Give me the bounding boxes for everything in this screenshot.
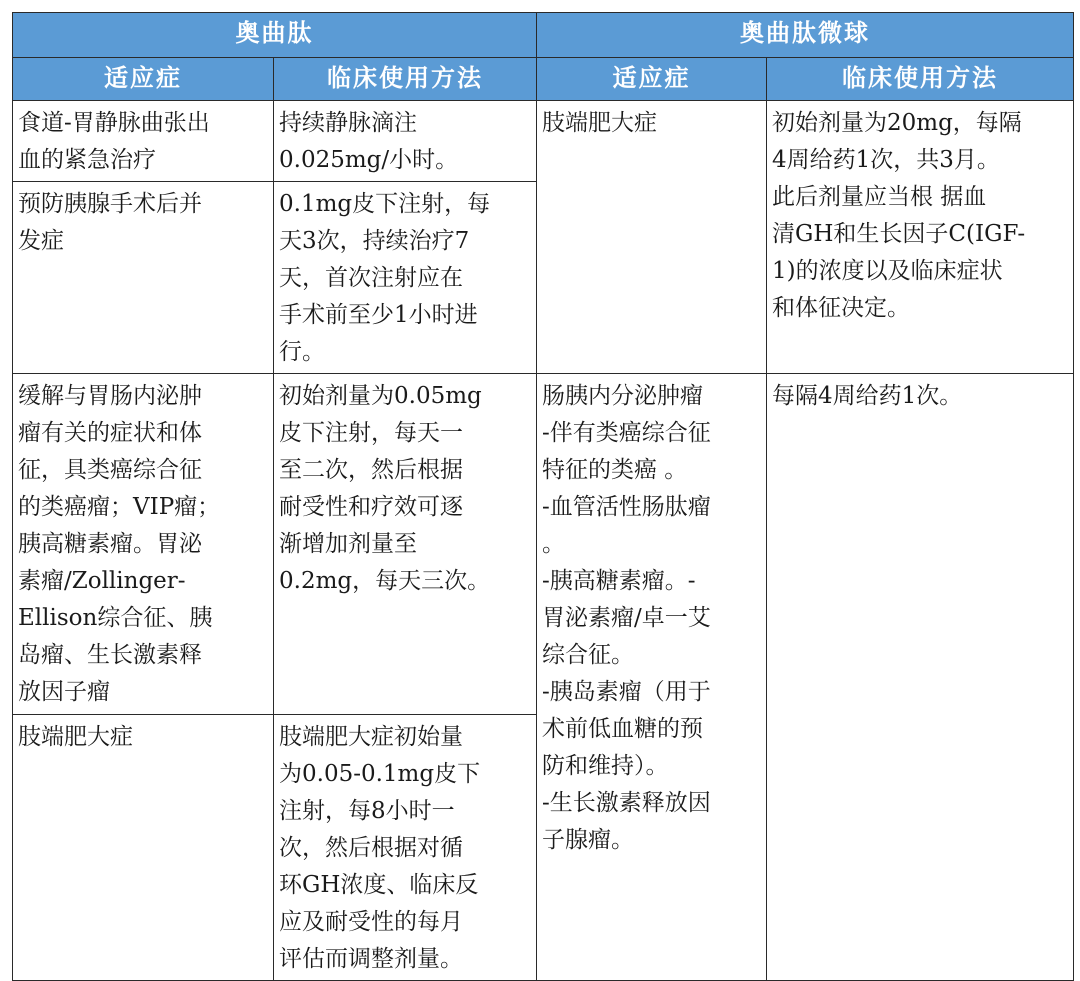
table-cell [767, 374, 1074, 981]
table-cell [274, 715, 537, 981]
octreotide-usage: 持续静脉滴注 0.025mg/小时。 [279, 110, 459, 173]
octreotide-indication: 肢端肥大症 [18, 724, 133, 750]
column-header-usage: 临床使用方法 [274, 58, 537, 101]
table-cell [13, 374, 274, 715]
table-cell [13, 101, 274, 182]
group-header-octreotide: 奥曲肽 [13, 13, 537, 58]
column-header-usage: 临床使用方法 [767, 58, 1074, 101]
drug-comparison-table [12, 12, 1074, 981]
octreotide-usage: 肢端肥大症初始量 为0.05-0.1mg皮下 注射，每8小时一 次，然后根据对循 环GH浓度、临床反 应及耐受性的每月 评估而调整剂量。 [279, 724, 481, 972]
octreotide-indication: 预防胰腺手术后并 发症 [18, 191, 202, 254]
octreotide-indication: 缓解与胃肠内泌肿 瘤有关的症状和体 征，具类癌综合征 的类癌瘤；VIP瘤； 胰高糖素瘤。胃泌 素瘤/Zollinger- Ellison综合征、胰 岛瘤、生长激素释 放因子瘤 [18, 383, 221, 705]
octreotide-usage: 0.1mg皮下注射，每 天3次，持续治疗7 天，首次注射应在 手术前至少1小时进 行。 [279, 191, 491, 365]
table-cell [13, 715, 274, 981]
microsphere-indication: 肠胰内分泌肿瘤 -伴有类癌综合征 特征的类癌 。 -血管活性肠肽瘤 。 -胰高糖素瘤。- 胃泌素瘤/卓一艾 综合征。 -胰岛素瘤（用于 术前低血糖的预 防和维持）。 -生长激素释放因 子腺瘤。 [542, 383, 711, 853]
column-header-indication: 适应症 [13, 58, 274, 101]
microsphere-usage: 初始剂量为20mg，每隔 4周给药1次，共3月。 此后剂量应当根 据血 清GH和生长因子C(IGF- 1)的浓度以及临床症状 和体征决定。 [772, 110, 1026, 321]
table-cell [13, 182, 274, 374]
microsphere-usage: 每隔4周给药1次。 [772, 383, 963, 409]
table-cell [274, 374, 537, 715]
group-header-row [13, 13, 1074, 58]
column-header-row [13, 58, 1074, 101]
octreotide-usage: 初始剂量为0.05mg 皮下注射，每天一 至二次，然后根据 耐受性和疗效可逐 渐增加剂量至 0.2mg，每天三次。 [279, 383, 491, 594]
table-cell [537, 374, 767, 981]
microsphere-indication: 肢端肥大症 [542, 110, 657, 136]
table-cell [537, 101, 767, 374]
table-cell [767, 101, 1074, 374]
table-row [13, 374, 1074, 715]
table-cell [274, 182, 537, 374]
table-cell [274, 101, 537, 182]
column-header-indication: 适应症 [537, 58, 767, 101]
group-header-octreotide-microspheres: 奥曲肽微球 [537, 13, 1074, 58]
table-row [13, 101, 1074, 182]
octreotide-indication: 食道-胃静脉曲张出 血的紧急治疗 [18, 110, 210, 173]
